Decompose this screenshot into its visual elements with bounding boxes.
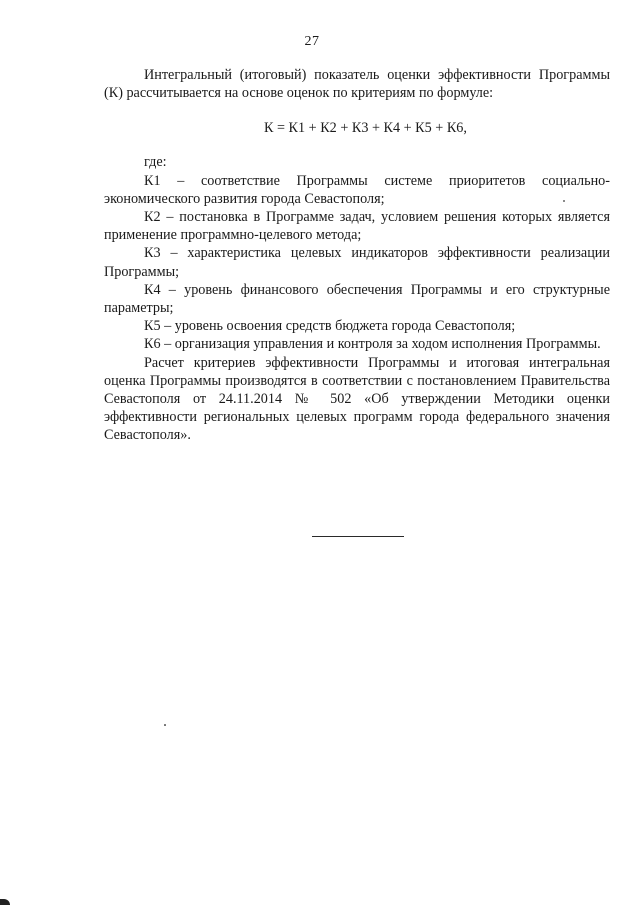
scan-speck: [164, 724, 166, 726]
closing-paragraph: Расчет критериев эффективности Программы и итоговая интегральная оценка Программы производятся в соответствии с постановлением Правительства Севастополя от 24.11.2014 № 502 «Об утверждении Методики оценки эффективности региональных целевых программ города федерального значения Севастополя».: [104, 354, 610, 444]
where-label: где:: [144, 154, 167, 171]
page-number: 27: [304, 34, 320, 49]
criterion-k5: К5 – уровень освоения средств бюджета города Севастополя;: [144, 318, 516, 335]
intro-paragraph: Интегральный (итоговый) показатель оценки эффективности Программы (К) рассчитывается на основе оценок по критериям по формуле:: [104, 67, 610, 102]
criterion-k4: К4 – уровень финансового обеспечения Программы и его структурные параметры;: [104, 281, 610, 317]
criterion-k6: К6 – организация управления и контроля за ходом исполнения Программы.: [144, 336, 601, 353]
document-body: [104, 66, 610, 445]
criterion-k3: К3 – характеристика целевых индикаторов эффективности реализации Программы;: [104, 245, 610, 280]
criterion-k1: К1 – соответствие Программы системе приоритетов социально-экономического развития города Севастополя;: [104, 172, 610, 207]
criterion-k2: К2 – постановка в Программе задач, условием решения которых является применение программно-целевого метода;: [104, 209, 610, 244]
scan-speck: [563, 200, 565, 202]
end-of-text-rule: [312, 536, 404, 537]
integral-formula: К = К1 + К2 + К3 + К4 + К5 + К6,: [264, 120, 467, 137]
scan-corner-mark: [0, 899, 10, 905]
